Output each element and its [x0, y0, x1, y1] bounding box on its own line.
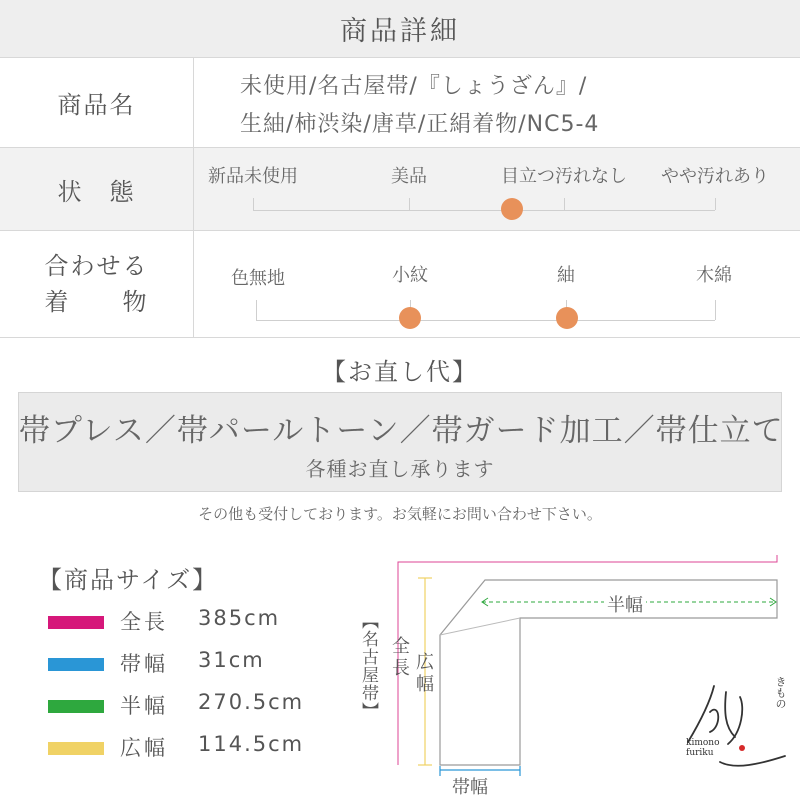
- condition-option-good: 美品: [391, 166, 427, 187]
- matching-scale-line: [256, 320, 715, 321]
- brand-logo: [680, 672, 795, 787]
- size-label: 全長: [120, 610, 168, 634]
- condition-option-no-stain: 目立つ汚れなし: [501, 166, 627, 187]
- matching-label-line1: 合わせる: [44, 252, 149, 280]
- logo-text-line2: furiku: [686, 748, 714, 758]
- condition-tick: [409, 198, 410, 210]
- page-title: 商品詳細: [0, 0, 800, 58]
- matching-row: [0, 231, 800, 338]
- condition-label: 状 態: [0, 148, 194, 230]
- logo-kana: きもの: [774, 676, 787, 709]
- size-value: 31cm: [198, 648, 265, 672]
- condition-option-some-stain: やや汚れあり: [661, 166, 769, 187]
- condition-tick: [253, 198, 254, 210]
- matching-marker-tsumugi: [556, 307, 578, 329]
- matching-option-cotton: 木綿: [696, 265, 732, 286]
- size-value: 270.5cm: [198, 690, 305, 714]
- size-label: 帯幅: [120, 652, 168, 676]
- matching-marker-komon: [399, 307, 421, 329]
- matching-option-komon: 小紋: [392, 265, 428, 286]
- diagram-half-width-label: 半幅: [604, 591, 646, 617]
- diagram-wide-width-label: 広幅: [413, 652, 434, 696]
- diagram-total-length-label: 全長: [389, 636, 410, 680]
- matching-option-plain: 色無地: [231, 268, 285, 289]
- matching-tick: [256, 300, 257, 320]
- repair-note: その他も受付しております。お気軽にお問い合わせ下さい。: [198, 505, 602, 523]
- product-name-row: [0, 57, 800, 148]
- condition-tick: [715, 198, 716, 210]
- repair-title: 【お直し代】: [322, 358, 478, 386]
- repair-box: [18, 392, 782, 492]
- condition-row: [0, 148, 800, 231]
- repair-sub: 各種お直し承ります: [305, 457, 495, 481]
- condition-option-new: 新品未使用: [208, 166, 298, 187]
- diagram-side-label: 【名古屋帯】: [358, 612, 378, 720]
- matching-label-line2: 着 物: [44, 288, 149, 316]
- product-name-line1: 未使用/名古屋帯/『しょうざん』/: [240, 74, 588, 99]
- condition-marker: [501, 198, 523, 220]
- size-label: 広幅: [120, 736, 168, 760]
- size-value: 114.5cm: [198, 732, 305, 756]
- obi-width-swatch: [48, 658, 104, 671]
- product-name-label: 商品名: [0, 57, 194, 147]
- total-length-swatch: [48, 616, 104, 629]
- size-label: 半幅: [120, 694, 168, 718]
- half-width-swatch: [48, 700, 104, 713]
- matching-option-tsumugi: 紬: [557, 265, 575, 286]
- matching-label: [0, 231, 194, 337]
- product-name-line2: 生紬/柿渋染/唐草/正絹着物/NC5-4: [240, 112, 600, 137]
- wide-width-swatch: [48, 742, 104, 755]
- size-title: 【商品サイズ】: [38, 566, 219, 594]
- condition-tick: [564, 198, 565, 210]
- matching-tick: [715, 300, 716, 320]
- diagram-obi-width-label: 帯幅: [452, 777, 488, 798]
- repair-services: 帯プレス／帯パールトーン／帯ガード加工／帯仕立て: [19, 413, 784, 449]
- logo-text-line1: kimono: [686, 738, 720, 748]
- condition-scale-line: [253, 210, 715, 211]
- size-value: 385cm: [198, 606, 281, 630]
